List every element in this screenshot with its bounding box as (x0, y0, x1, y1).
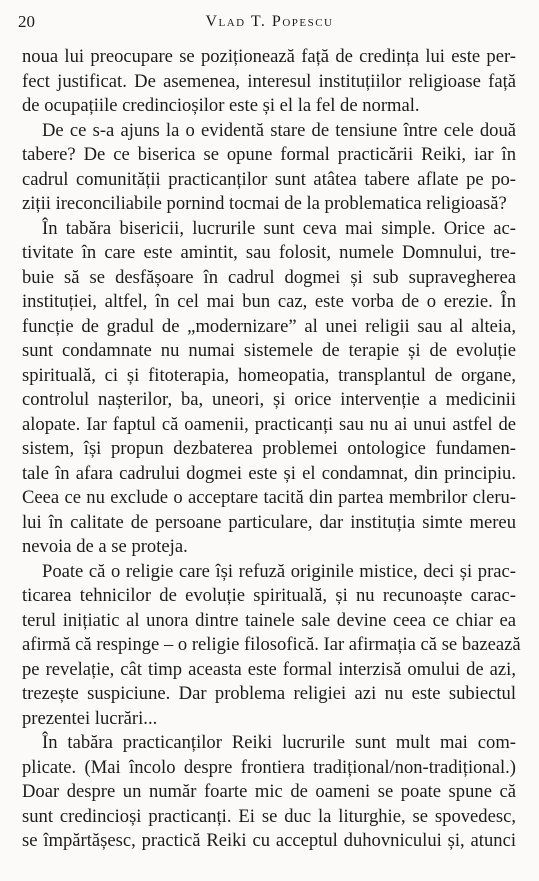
text-line: tivitate în care este amintit, sau folosit, numele Domnului, tre- (22, 242, 516, 263)
text-line: nevoia de a se proteja. (22, 536, 188, 557)
text-line: fect justificat. De asemenea, interesul instituțiilor religioase față (22, 70, 516, 92)
text-line: afirmă că respinge – o religie filosofică. Iar afirmația că se bazează (22, 634, 521, 655)
paragraph (22, 119, 516, 217)
text-line: buie să se desfășoare în cadrul dogmei și sub supravegherea (22, 266, 516, 288)
text-line: tale în afara cadrului dogmei este și el condamnat, din principiu. (22, 462, 516, 484)
text-line: pe revelație, cât timp aceasta este formal interzisă omului de azi, (22, 658, 516, 680)
text-line: trezește suspiciune. Dar problema religiei azi nu este subiectul (22, 683, 516, 704)
text-line: sunt condamnate nu numai sistemele de terapie și de evoluție (22, 340, 516, 361)
body-text (22, 45, 521, 854)
text-line: funcție de gradul de „modernizare” al unei religii sau al alteia, (22, 315, 516, 337)
text-line: Poate că o religie care își refuză originile mistice, deci și prac- (42, 560, 516, 582)
text-line: controlul nașterilor, ba, uneori, și orice intervenție a medicinii (22, 389, 516, 410)
text-line: ziții ireconciliabile pornind tocmai de la problematica religioasă? (22, 193, 507, 214)
text-line: cadrul comunității practicanților sunt atâtea tabere aflate pe po- (22, 168, 516, 190)
paragraph (22, 560, 521, 732)
text-line: se împărtășesc, practică Reiki cu acceptul duhovnicului și, atunci (22, 830, 516, 851)
text-line: spirituală, ci și fitoterapia, homeopatia, transplantul de organe, (22, 364, 516, 386)
page-number: 20 (18, 12, 35, 31)
text-line: În tabăra bisericii, lucrurile sunt ceva mai simple. Orice ac- (42, 217, 516, 239)
text-line: În tabăra practicanților Reiki lucrurile sunt mult mai com- (42, 732, 516, 753)
text-line: prezentei lucrări... (22, 707, 158, 729)
text-line: tabere? De ce biserica se opune formal practicării Reiki, iar în (22, 144, 516, 165)
paragraph (22, 731, 516, 854)
text-line: De ce s-a ajuns la o evidentă stare de tensiune între cele două (42, 119, 516, 141)
text-line: lui în calitate de persoane particulare, dar instituția simte mereu (22, 511, 516, 533)
text-line: alopate. Iar faptul că oamenii, practicanți sau nu ai unui astfel de (22, 413, 516, 435)
running-head: Vlad T. Popescu (205, 13, 334, 30)
text-line: instituției, altfel, în cel mai bun caz, este vorba de o erezie. În (22, 291, 516, 312)
text-line: Doar despre un număr foarte mic de oameni se poate spune că (22, 781, 516, 802)
text-line: sunt credincioși practicanți. Ei se duc la liturghie, se spovedesc, (22, 805, 516, 827)
text-line: ticarea tehnicilor de evoluție spirituală, și nu recunoaște carac- (22, 585, 516, 606)
paragraph (22, 217, 516, 560)
text-line: sistem, își propun dezbaterea problemei ontologice fundamen- (22, 438, 516, 459)
text-line: plicate. (Mai încolo despre frontiera tradițional/non-tradițional.) (22, 756, 516, 778)
text-line: Ceea ce nu exclude o acceptare tacită din partea membrilor cleru- (22, 487, 516, 508)
paragraph (22, 45, 516, 119)
text-line: noua lui preocupare se poziționează față de credința lui este per- (22, 46, 516, 67)
text-line: terul inițiatic al unora dintre tainele sale devine ceea ce chiar ea (22, 609, 516, 631)
text-line: de ocupațiile credincioșilor este și el la fel de normal. (22, 95, 420, 116)
